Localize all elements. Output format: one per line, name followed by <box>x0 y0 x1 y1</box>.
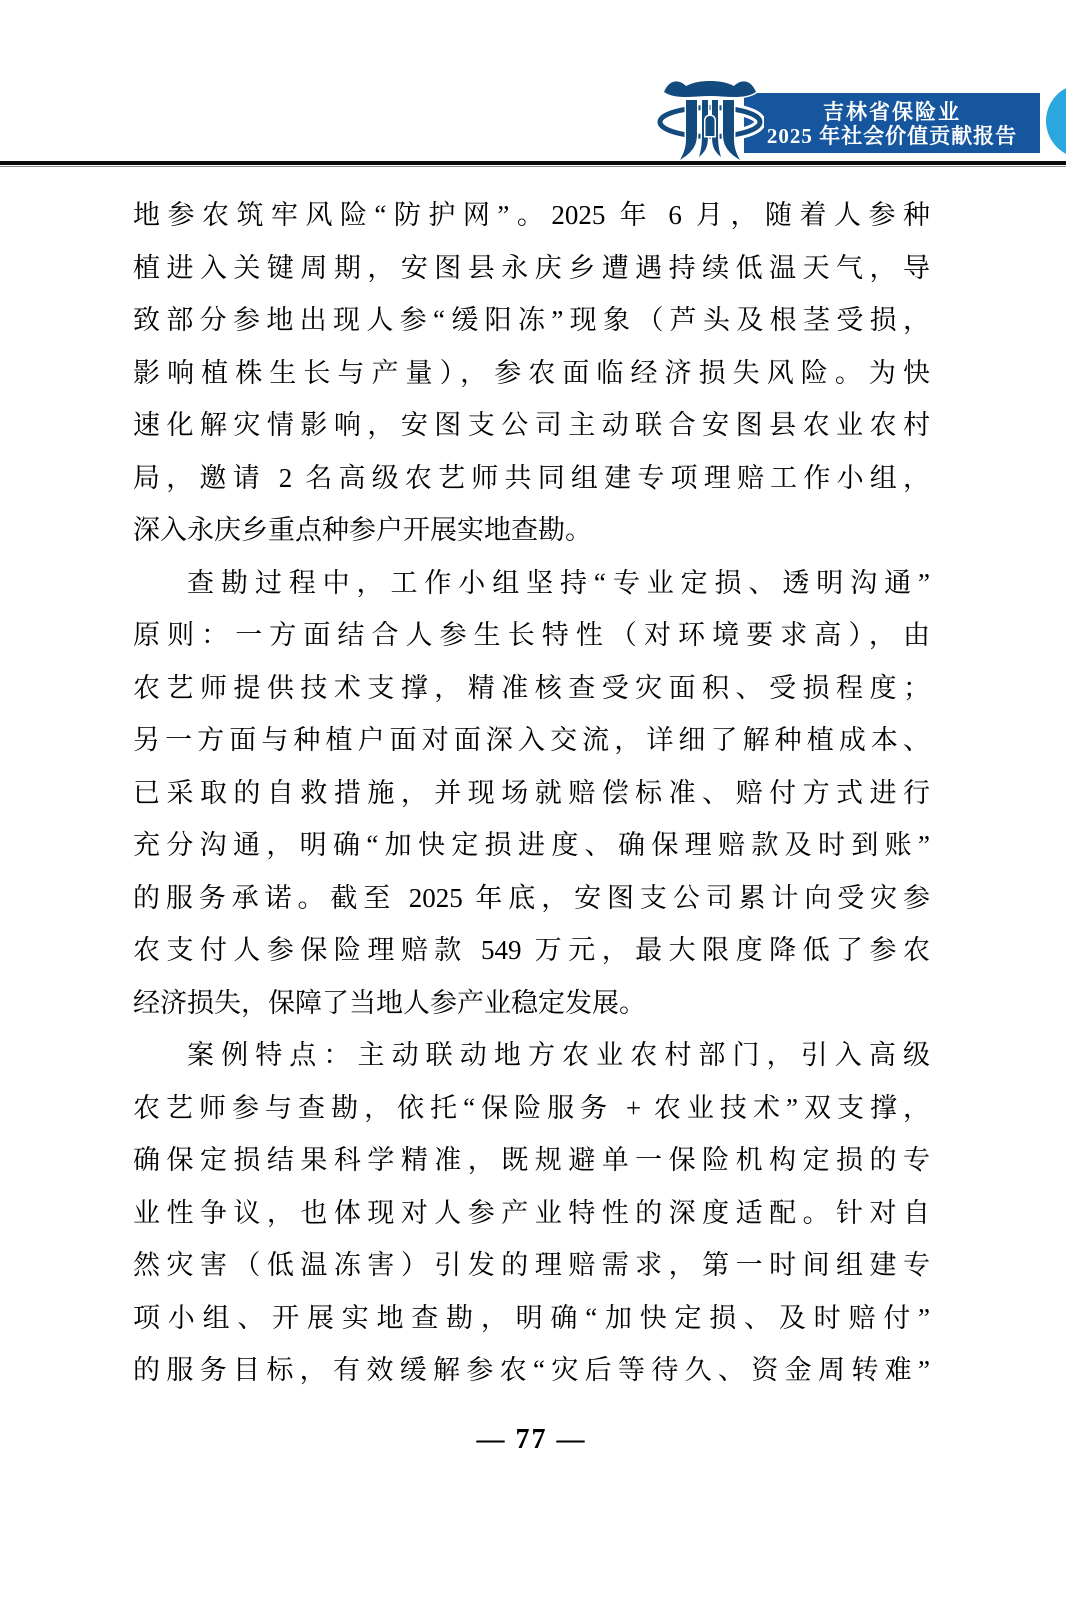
report-org-title: 吉林省保险业 <box>823 100 961 124</box>
text-line: 查勘过程中，工作小组坚持“专业定损、透明沟通” <box>187 567 930 598</box>
text-line: 致部分参地出现人参“缓阳冻”现象（芦头及根茎受损， <box>133 305 930 335</box>
text-line: 原则：一方面结合人参生长特性（对环境要求高），由 <box>133 620 930 650</box>
jilin-insurance-emblem-icon <box>656 74 764 160</box>
text-line: 然灾害（低温冻害）引发的理赔需求，第一时间组建专 <box>133 1250 930 1280</box>
text-line: 的服务承诺。截至 2025 年底，安图支公司累计向受灾参 <box>133 882 930 913</box>
text-line: 已采取的自救措施，并现场就赔偿标准、赔付方式进行 <box>133 777 930 808</box>
header-rule-thin <box>0 166 1066 167</box>
text-line: 确保定损结果科学精准，既规避单一保险机构定损的专 <box>133 1145 930 1175</box>
text-line: 另一方面与种植户面对面深入交流，详细了解种植成本、 <box>133 725 930 755</box>
body-text <box>133 189 930 1397</box>
text-line: 植进入关键周期，安图县永庆乡遭遇持续低温天气，导 <box>133 252 930 283</box>
text-line: 项小组、开展实地查勘，明确“加快定损、及时赔付” <box>133 1302 930 1333</box>
page-number: — 77 — <box>476 1424 587 1455</box>
text-line: 农支付人参保险理赔款 549 万元，最大限度降低了参农 <box>133 935 930 965</box>
header-title-banner <box>744 93 1040 153</box>
report-name-title: 2025 年社会价值贡献报告 <box>766 124 1018 148</box>
text-line: 速化解灾情影响，安图支公司主动联合安图县农业农村 <box>133 410 930 440</box>
text-line: 经济损失，保障了当地人参产业稳定发展。 <box>133 987 646 1018</box>
text-line: 农艺师提供技术支撑，精准核查受灾面积、受损程度； <box>133 672 930 703</box>
text-line: 地参农筑牢风险“防护网”。2025 年 6 月，随着人参种 <box>133 200 930 230</box>
text-line: 案例特点：主动联动地方农业农村部门，引入高级 <box>187 1040 930 1070</box>
text-line: 业性争议，也体现对人参产业特性的深度适配。针对自 <box>133 1197 930 1228</box>
text-line: 农艺师参与查勘，依托“保险服务 + 农业技术”双支撑， <box>133 1092 930 1123</box>
text-line: 局，邀请 2 名高级农艺师共同组建专项理赔工作小组， <box>133 462 930 493</box>
text-line: 深入永庆乡重点种参户开展实地查勘。 <box>133 515 592 545</box>
text-line: 充分沟通，明确“加快定损进度、确保理赔款及时到账” <box>133 830 930 860</box>
text-line: 的服务目标，有效缓解参农“灾后等待久、资金周转难” <box>133 1355 930 1385</box>
text-line: 影响植株生长与产量），参农面临经济损失风险。为快 <box>133 357 930 388</box>
header-edge-accent <box>1046 84 1066 158</box>
header-rule-thick <box>0 161 1066 165</box>
